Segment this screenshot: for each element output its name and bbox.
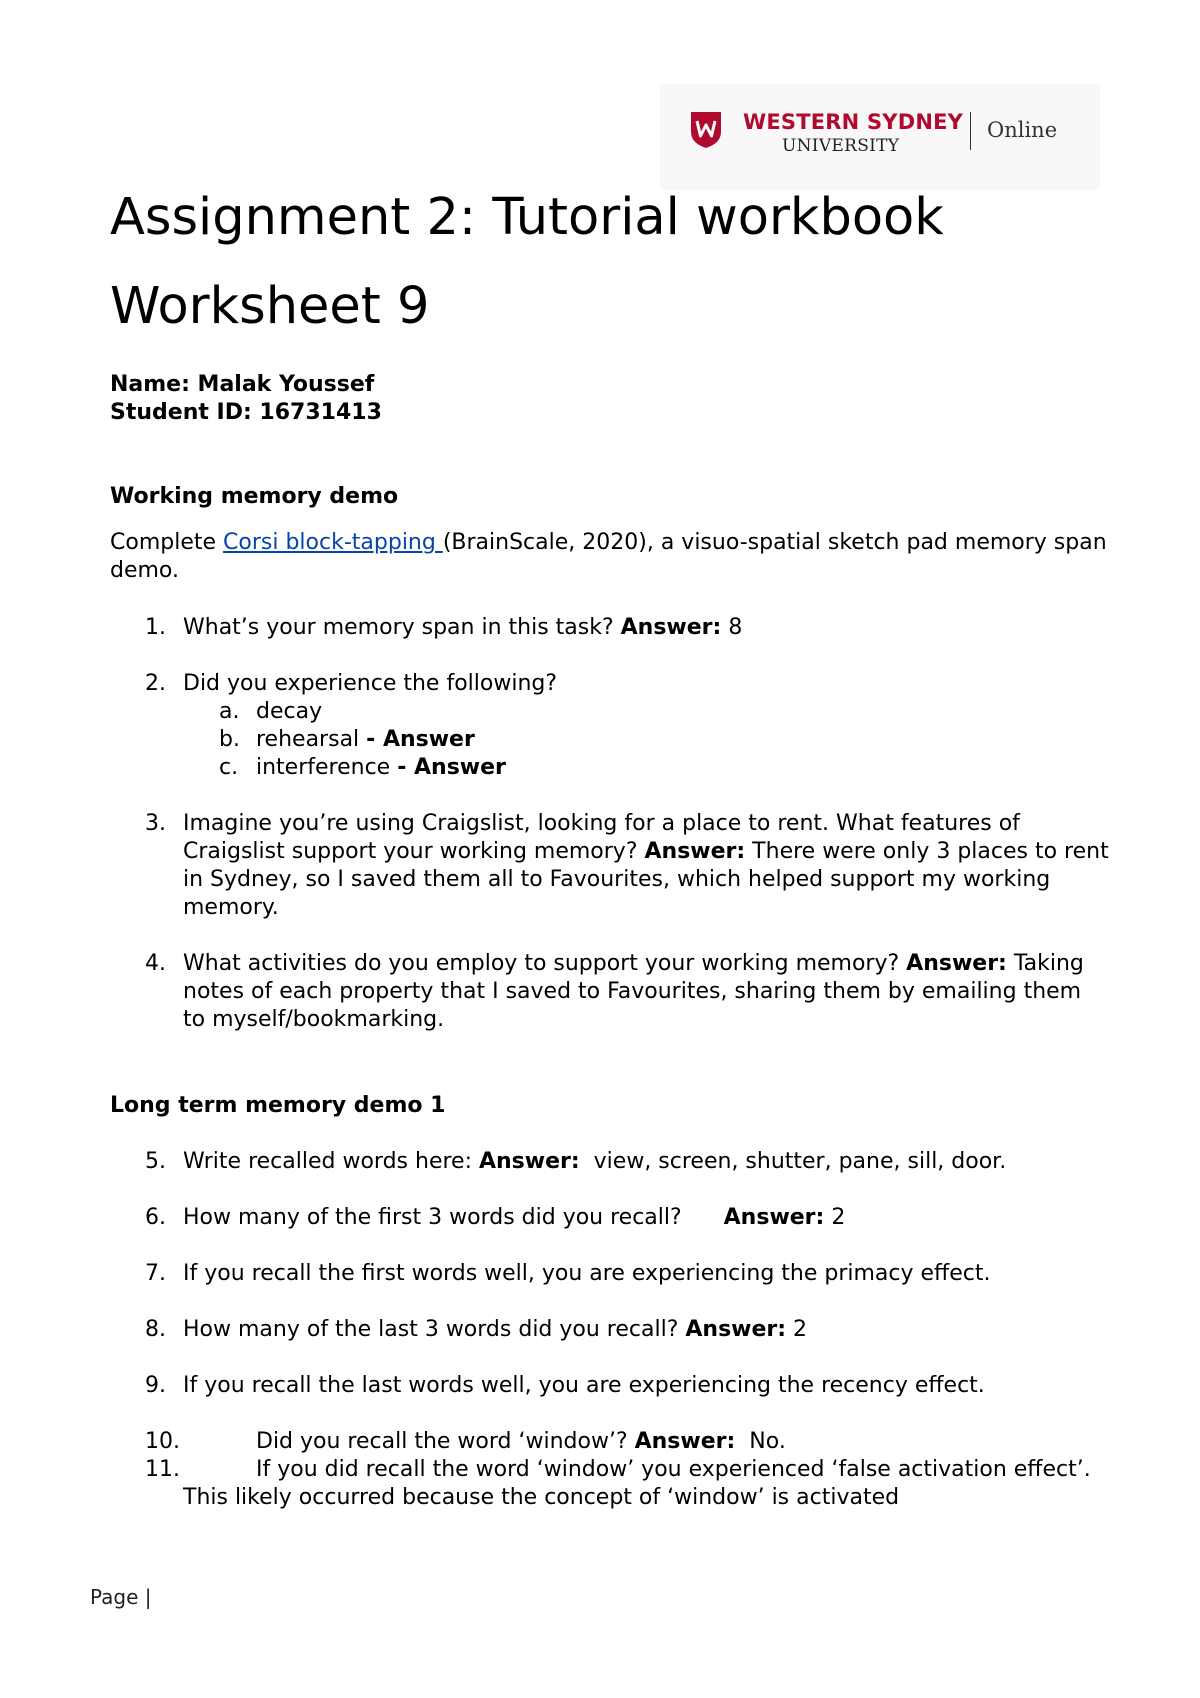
question-number: 7. bbox=[145, 1261, 166, 1286]
question-text: If you recall the first words well, you are experiencing the primacy effect. bbox=[183, 1261, 991, 1286]
answer-label: Answer: bbox=[644, 839, 746, 864]
sub-question-item bbox=[183, 698, 1110, 726]
question-number: 8. bbox=[145, 1317, 166, 1342]
answer-label: Answer: bbox=[723, 1205, 825, 1230]
question-number: 3. bbox=[145, 811, 166, 836]
answer-label: Answer: bbox=[620, 615, 722, 640]
question-item bbox=[110, 810, 1110, 922]
question-text: Imagine you’re using Craigslist, looking for a place to rent. What features of Craigslist support your working memory? bbox=[183, 811, 1020, 864]
logo-online-text: Online bbox=[987, 118, 1058, 142]
question-item bbox=[110, 1260, 1110, 1288]
answer-text: There were only 3 places to rent in Sydney, so I saved them all to Favourites, which helped support my working memory. bbox=[183, 839, 1109, 920]
document-body bbox=[110, 188, 1110, 1512]
student-details bbox=[110, 371, 1110, 427]
question-item bbox=[110, 1372, 1110, 1400]
question-item bbox=[110, 1316, 1110, 1344]
answer-text: Taking notes of each property that I saved to Favourites, sharing them by emailing them to myself/bookmarking. bbox=[183, 951, 1084, 1032]
sub-question-letter: c. bbox=[219, 755, 239, 780]
answer-label: Answer: bbox=[634, 1429, 736, 1454]
answer-label: Answer: bbox=[906, 951, 1007, 976]
question-item bbox=[110, 1148, 1110, 1176]
question-item bbox=[110, 1456, 1110, 1512]
answer-label: Answer: bbox=[685, 1317, 787, 1342]
sub-question-list bbox=[183, 698, 1110, 782]
question-text: Write recalled words here: bbox=[183, 1149, 479, 1174]
section-heading-long-term-memory: Long term memory demo 1 bbox=[110, 1093, 446, 1118]
sub-question-item bbox=[183, 754, 1110, 782]
question-list-working-memory bbox=[110, 614, 1110, 1034]
corsi-block-tapping-link[interactable]: Corsi block-tapping bbox=[223, 530, 443, 555]
university-logo bbox=[660, 84, 1100, 190]
logo-main-text: WESTERN SYDNEY bbox=[743, 110, 964, 134]
sub-question-letter: a. bbox=[219, 699, 240, 724]
student-name: Name: Malak Youssef bbox=[110, 372, 375, 397]
document-subtitle: Worksheet 9 bbox=[110, 277, 430, 336]
student-id: Student ID: 16731413 bbox=[110, 400, 382, 425]
question-text: What activities do you employ to support your working memory? bbox=[183, 951, 907, 976]
question-text: What’s your memory span in this task? bbox=[183, 615, 621, 640]
intro-text-after: (BrainScale, 2020), a visuo-spatial sketch pad memory span demo. bbox=[110, 530, 1107, 583]
question-text: If you recall the last words well, you are experiencing the recency effect. bbox=[183, 1373, 985, 1398]
question-number: 4. bbox=[145, 951, 166, 976]
question-item bbox=[110, 950, 1110, 1034]
answer-text: 2 bbox=[786, 1317, 808, 1342]
sub-question-text: decay bbox=[256, 699, 323, 724]
sub-question-text: rehearsal bbox=[256, 727, 367, 752]
logo-divider bbox=[970, 112, 971, 150]
question-text: How many of the first 3 words did you recall? bbox=[183, 1205, 724, 1230]
question-number: 1. bbox=[145, 615, 166, 640]
question-item bbox=[110, 1428, 1110, 1456]
question-text: How many of the last 3 words did you recall? bbox=[183, 1317, 686, 1342]
answer-text: 2 bbox=[824, 1205, 846, 1230]
page-footer: Page | bbox=[90, 1585, 152, 1609]
intro-text-before: Complete bbox=[110, 530, 224, 555]
answer-text: view, screen, shutter, pane, sill, door. bbox=[579, 1149, 1007, 1174]
question-item bbox=[110, 1204, 1110, 1232]
question-text: Did you recall the word ‘window’? bbox=[256, 1429, 635, 1454]
question-item bbox=[110, 670, 1110, 782]
question-number: 2. bbox=[145, 671, 166, 696]
question-number: 10. bbox=[145, 1429, 180, 1454]
question-text: Did you experience the following? bbox=[183, 671, 558, 696]
question-number: 11. bbox=[145, 1457, 180, 1482]
answer-text: 8 bbox=[721, 615, 743, 640]
shield-logo-icon bbox=[691, 112, 721, 148]
question-number: 5. bbox=[145, 1149, 166, 1174]
answer-text: No. bbox=[735, 1429, 786, 1454]
question-list-long-term-memory bbox=[110, 1148, 1110, 1512]
sub-question-answer: - Answer bbox=[397, 755, 506, 780]
section-heading-working-memory: Working memory demo bbox=[110, 484, 399, 509]
sub-question-item bbox=[183, 726, 1110, 754]
question-number: 6. bbox=[145, 1205, 166, 1230]
sub-question-letter: b. bbox=[219, 727, 240, 752]
question-item bbox=[110, 614, 1110, 642]
answer-label: Answer: bbox=[478, 1149, 580, 1174]
section-intro bbox=[110, 529, 1110, 585]
sub-question-answer: - Answer bbox=[366, 727, 475, 752]
question-text: If you did recall the word ‘window’ you experienced ‘false activation effect’. This likely occurred because the concept of ‘window’ is activated bbox=[183, 1457, 1091, 1510]
sub-question-text: interference bbox=[256, 755, 398, 780]
question-number: 9. bbox=[145, 1373, 166, 1398]
document-title: Assignment 2: Tutorial workbook bbox=[110, 188, 944, 247]
logo-sub-text: UNIVERSITY bbox=[782, 136, 900, 156]
